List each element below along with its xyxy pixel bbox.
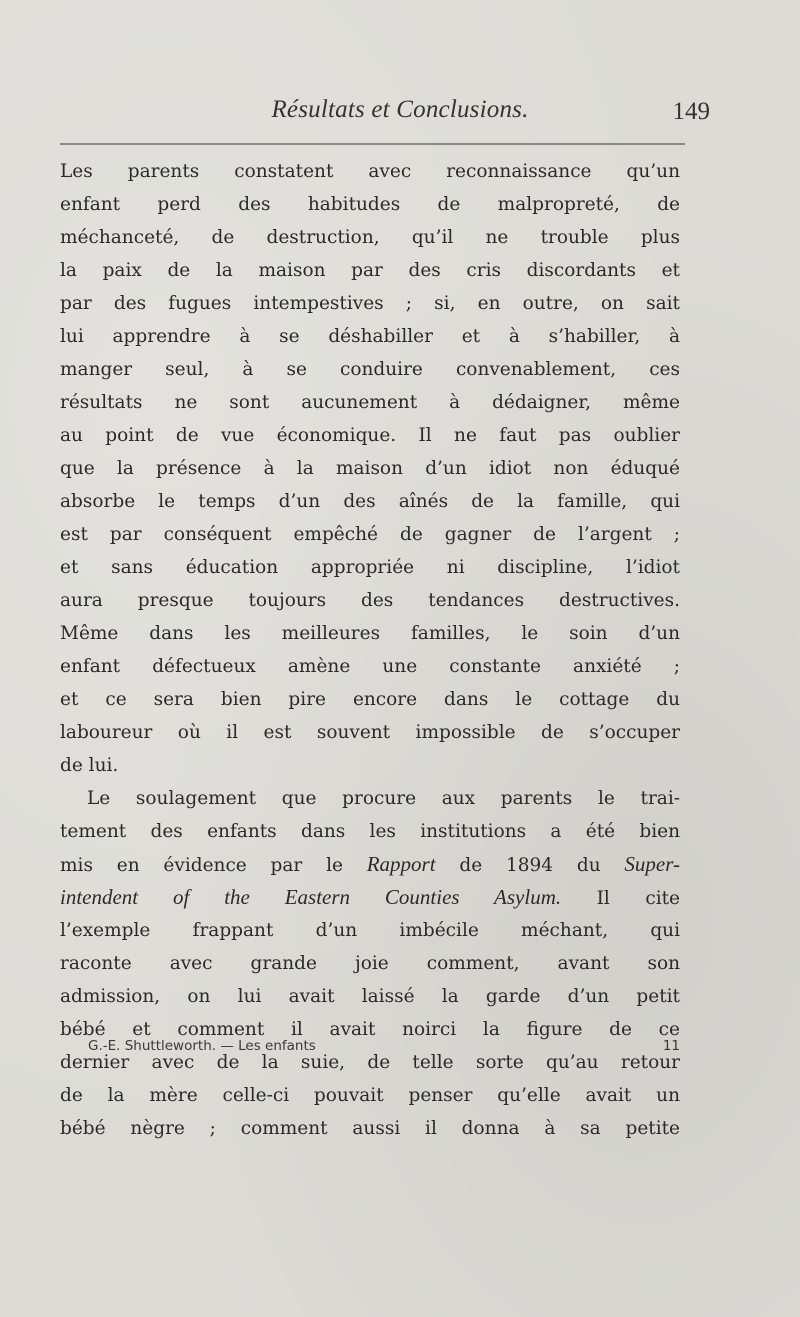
printer-signature-line bbox=[88, 1038, 680, 1062]
text-line: lui apprendre à se déshabiller et à s’habiller, à bbox=[60, 326, 680, 347]
text-line: admission, on lui avait laissé la garde d’un petit bbox=[60, 986, 680, 1007]
text-segment: Il cite bbox=[561, 888, 680, 909]
text-line: est par conséquent empêché de gagner de l’argent ; bbox=[60, 524, 680, 545]
signature-mark: 11 bbox=[662, 1038, 680, 1054]
text-line: Même dans les meilleures familles, le soin d’un bbox=[60, 623, 680, 644]
running-title: Résultats et Conclusions. bbox=[271, 96, 529, 123]
text-line: absorbe le temps d’un des aînés de la famille, qui bbox=[60, 491, 680, 512]
text-line: tement des enfants dans les institutions a été bien bbox=[60, 821, 680, 842]
text-segment: mis en évidence par le bbox=[60, 855, 367, 876]
text-line: que la présence à la maison d’un idiot non éduqué bbox=[60, 458, 680, 479]
text-line: enfant défectueux amène une constante anxiété ; bbox=[60, 656, 680, 677]
text-line: bébé et comment il avait noirci la figure de ce bbox=[60, 1019, 680, 1040]
text-segment: de 1894 du bbox=[435, 855, 625, 876]
text-line: bébé nègre ; comment aussi il donna à sa petite bbox=[60, 1118, 680, 1139]
header-rule bbox=[60, 143, 685, 145]
text-line: résultats ne sont aucunement à dédaigner, même bbox=[60, 392, 680, 413]
paragraph-start-line: Le soulagement que procure aux parents le trai- bbox=[87, 788, 680, 809]
text-line: au point de vue économique. Il ne faut pas oublier bbox=[60, 425, 680, 446]
paragraph-end-line: de lui. bbox=[60, 755, 119, 776]
text-line: méchanceté, de destruction, qu’il ne trouble plus bbox=[60, 227, 680, 248]
page-number: 149 bbox=[672, 98, 710, 125]
text-line: raconte avec grande joie comment, avant son bbox=[60, 953, 680, 974]
text-line: enfant perd des habitudes de malpropreté, de bbox=[60, 194, 680, 215]
text-line: de la mère celle-ci pouvait penser qu’elle avait un bbox=[60, 1085, 680, 1106]
text-line-with-italics bbox=[60, 848, 680, 881]
text-line: par des fugues intempestives ; si, en outre, on sait bbox=[60, 293, 680, 314]
text-line: Les parents constatent avec reconnaissance qu’un bbox=[60, 161, 680, 182]
text-line: la paix de la maison par des cris discordants et bbox=[60, 260, 680, 281]
printer-signature: G.-E. Shuttleworth. — Les enfants bbox=[88, 1038, 316, 1054]
text-line-with-italics bbox=[60, 881, 680, 914]
text-line: laboureur où il est souvent impossible de s’occuper bbox=[60, 722, 680, 743]
text-line: aura presque toujours des tendances destructives. bbox=[60, 590, 680, 611]
body-text bbox=[60, 155, 680, 1145]
text-line: manger seul, à se conduire convenablement, ces bbox=[60, 359, 680, 380]
italic-title: Super- bbox=[624, 852, 680, 876]
text-line: dernier avec de la suie, de telle sorte qu’au retour bbox=[60, 1052, 680, 1073]
italic-title: intendent of the Eastern Counties Asylum. bbox=[60, 885, 562, 909]
text-line: l’exemple frappant d’un imbécile méchant, qui bbox=[60, 920, 680, 941]
text-line: et sans éducation appropriée ni discipline, l’idiot bbox=[60, 557, 680, 578]
italic-title: Rapport bbox=[366, 852, 436, 876]
running-head bbox=[60, 96, 740, 136]
text-line: et ce sera bien pire encore dans le cottage du bbox=[60, 689, 680, 710]
